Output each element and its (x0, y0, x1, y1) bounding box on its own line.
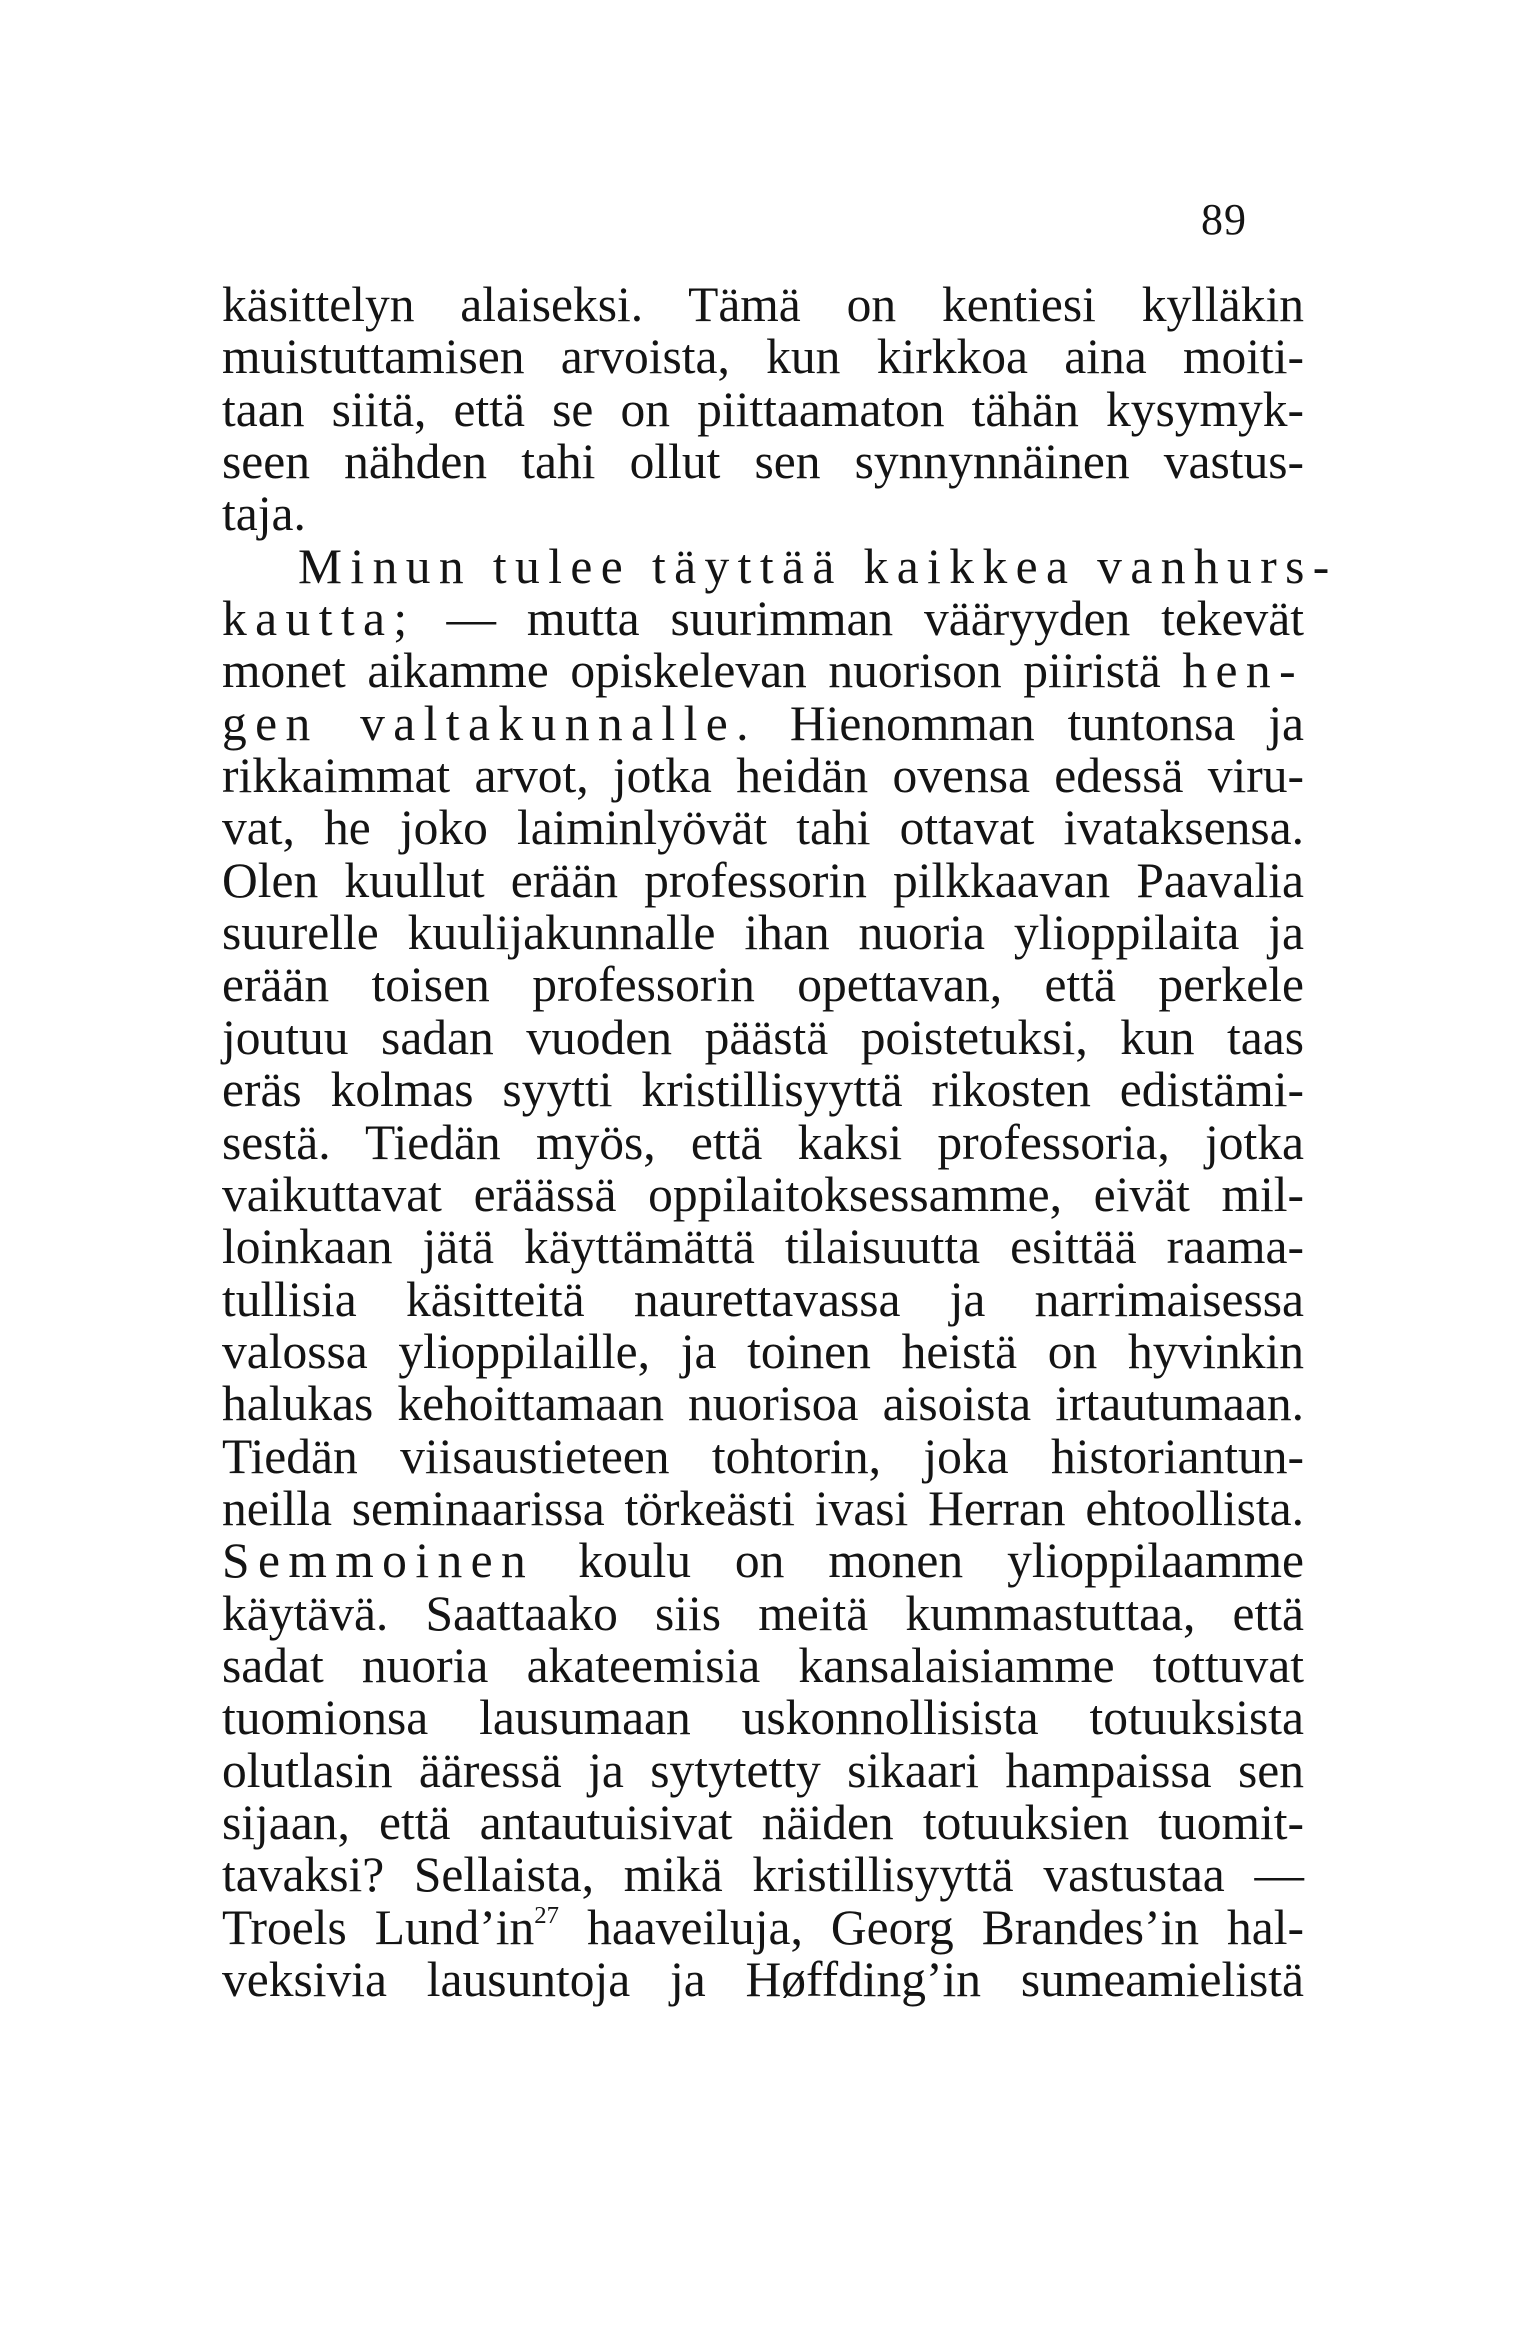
text-line: halukas kehoittamaan nuorisoa aisoista irtautumaan. (222, 1376, 1304, 1432)
text-line: Troels $Lund’in^{27}$ haaveiluja, Georg Brandes’in hal- (222, 1899, 1304, 1955)
text-line: muistuttamisen arvoista, kun kirkkoa aina moiti- (222, 329, 1304, 385)
text-line: gen valtakunnalle. Hienomman tuntonsa ja (222, 695, 1304, 751)
text-line: vat, he joko laiminlyövät tahi ottavat ivataksensa. (222, 800, 1304, 856)
text-line: eräs kolmas syytti kristillisyyttä rikosten edistämi- (222, 1062, 1304, 1118)
body-text (222, 277, 1338, 2007)
emphasis-text: hen- (1182, 643, 1304, 699)
text-line: loinkaan jätä käyttämättä tilaisuutta esittää raama- (222, 1219, 1304, 1275)
text-line: valossa ylioppilaille, ja toinen heistä on hyvinkin (222, 1323, 1304, 1379)
text-line: tavaksi? Sellaista, mikä kristillisyyttä vastustaa — (222, 1847, 1304, 1903)
text-line: olutlasin ääressä ja sytytetty sikaari hampaissa sen (222, 1742, 1304, 1798)
text-line: vaikuttavat eräässä oppilaitoksessamme, eivät mil- (222, 1166, 1304, 1222)
text-line: sadat nuoria akateemisia kansalaisiamme tottuvat (222, 1637, 1304, 1693)
text-line: taan siitä, että se on piittaamaton tähän kysymyk- (222, 381, 1304, 437)
emphasis-text: gen valtakunnalle. (222, 695, 757, 751)
text-line: sijaan, että antautuisivat näiden totuuksien tuomit- (222, 1794, 1304, 1850)
text-line: seen nähden tahi ollut sen synnynnäinen vastus- (222, 434, 1304, 490)
text-line: taja. (222, 486, 306, 542)
text-line: rikkaimmat arvot, jotka heidän ovensa edessä viru- (222, 748, 1304, 804)
page-number: 89 (1201, 195, 1247, 244)
text-line: suurelle kuulijakunnalle ihan nuoria ylioppilaita ja (222, 905, 1304, 961)
text-line: sestä. Tiedän myös, että kaksi professoria, jotka (222, 1114, 1304, 1170)
text-line: neilla seminaarissa törkeästi ivasi Herran ehtoollista. (222, 1480, 1304, 1536)
text-line: joutuu sadan vuoden päästä poistetuksi, kun taas (222, 1009, 1304, 1065)
text-line: kautta; — mutta suurimman vääryyden tekevät (222, 591, 1304, 647)
emphasis-text: kautta; (222, 591, 416, 647)
text-line: käsittelyn alaiseksi. Tämä on kentiesi kylläkin (222, 277, 1304, 332)
text-line: erään toisen professorin opettavan, että perkele (222, 957, 1304, 1013)
text-line: tuomionsa lausumaan uskonnollisista totuuksista (222, 1690, 1304, 1746)
text-line: veksivia lausuntoja ja Høffding’in sumeamielistä (222, 1952, 1304, 2007)
text-line: Olen kuullut erään professorin pilkkaavan Paavalia (222, 852, 1304, 908)
emphasis-text: Minun tulee täyttää kaikkea vanhurs- (298, 538, 1338, 594)
text-line: tullisia käsitteitä naurettavassa ja narrimaisessa (222, 1271, 1304, 1327)
text-line: Tiedän viisaustieteen tohtorin, joka historiantun- (222, 1428, 1304, 1484)
text-line (222, 538, 1338, 594)
text-line: käytävä. Saattaako siis meitä kummastuttaa, että (222, 1585, 1304, 1641)
text-line: Semmoinen koulu on monen ylioppilaamme (222, 1533, 1304, 1589)
text-line: monet aikamme opiskelevan nuorison piiristä hen- (222, 643, 1304, 699)
emphasis-text: Semmoinen (222, 1533, 535, 1589)
footnote-marker: 27 (534, 1901, 560, 1929)
